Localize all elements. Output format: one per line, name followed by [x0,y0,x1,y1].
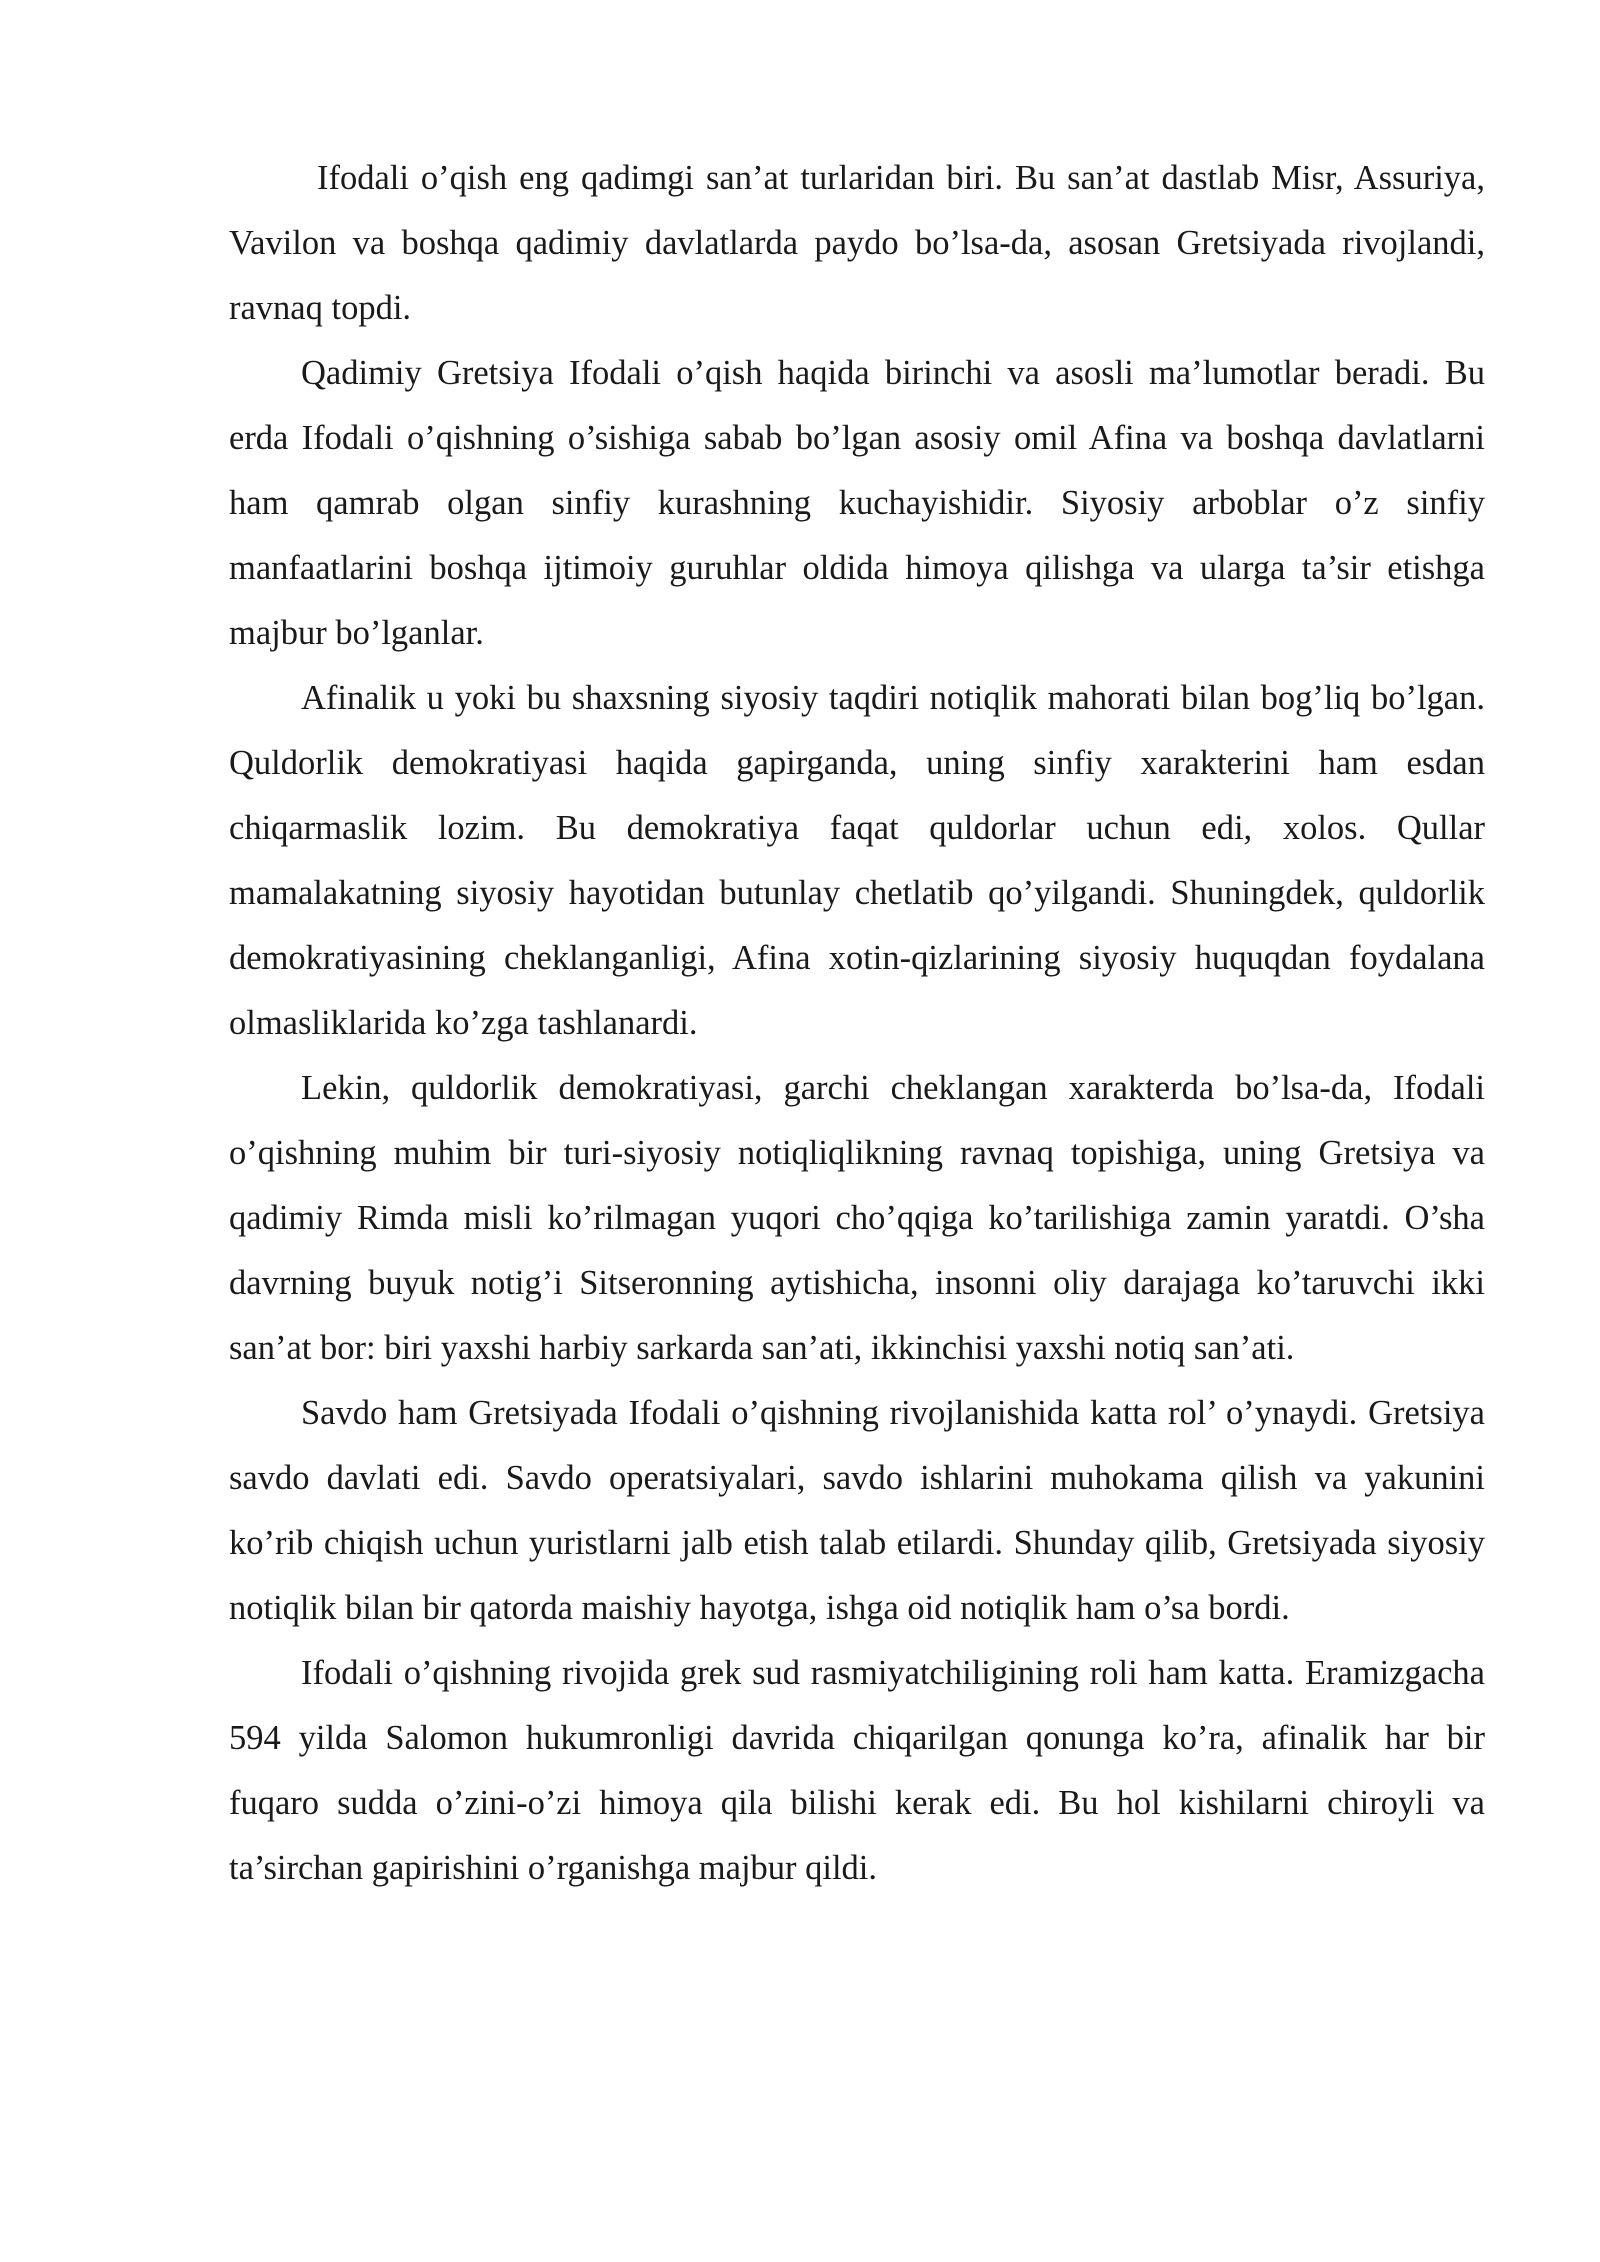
paragraph-3: Afinalik u yoki bu shaxsning siyosiy taqdiri notiqlik mahorati bilan bog’liq bo’lgan. Quldorlik demokratiyasi haqida gapirganda, uning sinfiy xarakterini ham esdan chiqarmaslik lozim. Bu demokratiya faqat quldorlar uchun edi, xolos. Qullar mamalakatning siyosiy hayotidan butunlay chetlatib qo’yilgandi. Shuningdek, quldorlik demokratiyasining cheklanganligi, Afina xotin-qizlarining siyosiy huquqdan foydalana olmasliklarida ko’zga tashlanardi. [229,679,1485,1042]
document-body [229,146,1485,1901]
paragraph-2: Qadimiy Gretsiya Ifodali o’qish haqida birinchi va asosli ma’lumotlar beradi. Bu erda Ifodali o’qishning o’sishiga sabab bo’lgan asosiy omil Afina va boshqa davlatlarni ham qamrab olgan sinfiy kurashning kuchayishidir. Siyosiy arboblar o’z sinfiy manfaatlarini boshqa ijtimoiy guruhlar oldida himoya qilishga va ularga ta’sir etishga majbur bo’lganlar. [229,354,1485,652]
paragraph-6: Ifodali o’qishning rivojida grek sud rasmiyatchiligining roli ham katta. Eramizgacha 594 yilda Salomon hukumronligi davrida chiqarilgan qonunga ko’ra, afinalik har bir fuqaro sudda o’zini-o’zi himoya qila bilishi kerak edi. Bu hol kishilarni chiroyli va ta’sirchan gapirishini o’rganishga majbur qildi. [229,1654,1485,1887]
paragraph-5: Savdo ham Gretsiyada Ifodali o’qishning rivojlanishida katta rol’ o’ynaydi. Gretsiya savdo davlati edi. Savdo operatsiyalari, savdo ishlarini muhokama qilish va yakunini ko’rib chiqish uchun yuristlarni jalb etish talab etilardi. Shunday qilib, Gretsiyada siyosiy notiqlik bilan bir qatorda maishiy hayotga, ishga oid notiqlik ham o’sa bordi. [229,1394,1485,1627]
paragraph-4: Lekin, quldorlik demokratiyasi, garchi cheklangan xarakterda bo’lsa-da, Ifodali o’qishning muhim bir turi-siyosiy notiqliqlikning ravnaq topishiga, uning Gretsiya va qadimiy Rimda misli ko’rilmagan yuqori cho’qqiga ko’tarilishiga zamin yaratdi. O’sha davrning buyuk notig’i Sitseronning aytishicha, insonni oliy darajaga ko’taruvchi ikki san’at bor: biri yaxshi harbiy sarkarda san’ati, ikkinchisi yaxshi notiq san’ati. [229,1069,1485,1367]
paragraph-1: Ifodali o’qish eng qadimgi san’at turlaridan biri. Bu san’at dastlab Misr, Assuriya, Vavilon va boshqa qadimiy davlatlarda paydo bo’lsa-da, asosan Gretsiyada rivojlandi, ravnaq topdi. [229,159,1485,327]
